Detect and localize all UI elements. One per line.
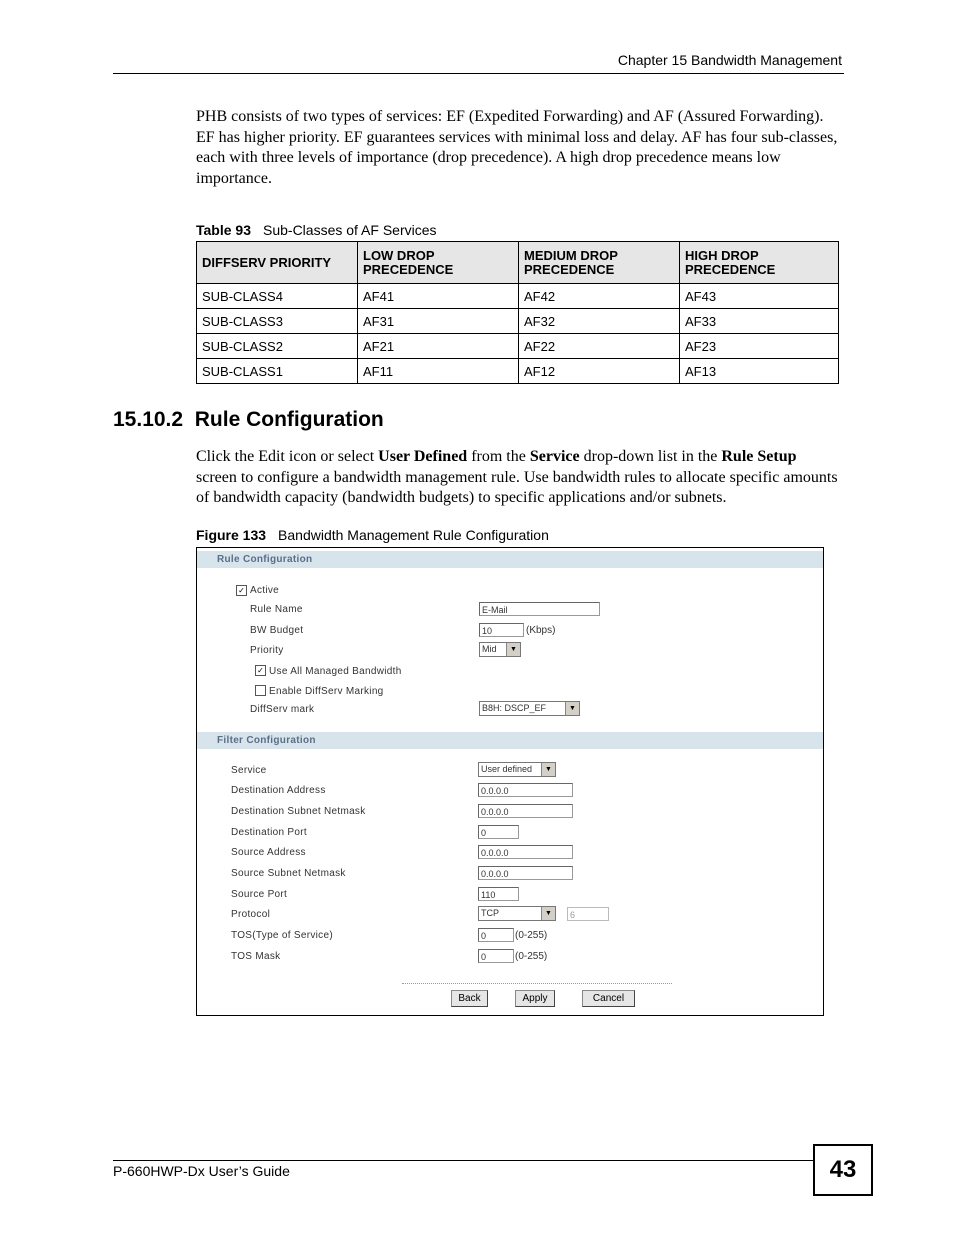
service-label: Service bbox=[231, 765, 267, 776]
priority-select[interactable] bbox=[479, 642, 521, 657]
chapter-header: Chapter 15 Bandwidth Management bbox=[617, 52, 842, 68]
source-netmask-label: Source Subnet Netmask bbox=[231, 868, 346, 879]
table-row bbox=[197, 359, 839, 384]
source-netmask-input[interactable]: 0.0.0.0 bbox=[478, 866, 573, 880]
table-cell: AF42 bbox=[519, 284, 680, 309]
apply-button[interactable]: Apply bbox=[515, 990, 555, 1007]
rule-configuration-screenshot bbox=[196, 547, 824, 1016]
table-header-cell: HIGH DROP PRECEDENCE bbox=[680, 242, 839, 284]
table-header-row bbox=[197, 242, 839, 284]
tos-range: (0-255) bbox=[515, 930, 548, 941]
button-separator bbox=[402, 983, 672, 984]
table-cell: AF31 bbox=[358, 309, 519, 334]
guide-title: P-660HWP-Dx User’s Guide bbox=[113, 1163, 290, 1179]
destination-port-label: Destination Port bbox=[231, 827, 307, 838]
source-port-label: Source Port bbox=[231, 889, 288, 900]
rule-config-heading-bar bbox=[197, 551, 823, 568]
chevron-down-icon[interactable]: ▼ bbox=[506, 643, 520, 656]
table-cell: AF12 bbox=[519, 359, 680, 384]
protocol-select[interactable] bbox=[478, 906, 556, 921]
table-cell: AF43 bbox=[680, 284, 839, 309]
page-number: 43 bbox=[813, 1144, 873, 1196]
diffserv-mark-label: DiffServ mark bbox=[250, 704, 315, 715]
table-cell: AF32 bbox=[519, 309, 680, 334]
figure-caption bbox=[196, 527, 549, 543]
section-heading bbox=[113, 408, 384, 432]
source-port-input[interactable]: 110 bbox=[478, 887, 519, 901]
rule-name-input[interactable]: E-Mail bbox=[479, 602, 600, 616]
tos-mask-range: (0-255) bbox=[515, 951, 548, 962]
table-cell: SUB-CLASS1 bbox=[197, 359, 358, 384]
filter-config-heading: Filter Configuration bbox=[217, 735, 316, 746]
section-title: Rule Configuration bbox=[194, 408, 384, 431]
use-all-bandwidth-checkbox[interactable]: ✓ bbox=[255, 665, 266, 676]
figure-label: Figure 133 bbox=[196, 527, 267, 543]
table-cell: AF11 bbox=[358, 359, 519, 384]
table-row bbox=[197, 334, 839, 359]
service-value: User defined bbox=[481, 764, 533, 774]
paragraph-bold: User Defined bbox=[378, 448, 468, 465]
destination-port-input[interactable]: 0 bbox=[478, 825, 519, 839]
chevron-down-icon[interactable]: ▼ bbox=[541, 907, 555, 920]
back-button[interactable]: Back bbox=[451, 990, 488, 1007]
destination-netmask-input[interactable]: 0.0.0.0 bbox=[478, 804, 573, 818]
diffserv-mark-select[interactable] bbox=[479, 701, 580, 716]
footer-divider bbox=[113, 1160, 813, 1161]
table-cell: SUB-CLASS3 bbox=[197, 309, 358, 334]
table-cell: AF23 bbox=[680, 334, 839, 359]
tos-input[interactable]: 0 bbox=[478, 928, 514, 942]
enable-diffserv-label: Enable DiffServ Marking bbox=[269, 686, 384, 697]
figure-title: Bandwidth Management Rule Configuration bbox=[278, 527, 549, 543]
chevron-down-icon[interactable]: ▼ bbox=[565, 702, 579, 715]
tos-mask-label: TOS Mask bbox=[231, 951, 281, 962]
rule-config-heading: Rule Configuration bbox=[217, 554, 313, 565]
header-divider bbox=[113, 73, 844, 74]
tos-label: TOS(Type of Service) bbox=[231, 930, 333, 941]
table-cell: AF41 bbox=[358, 284, 519, 309]
priority-value: Mid bbox=[482, 644, 497, 654]
table-cell: AF13 bbox=[680, 359, 839, 384]
table-title: Sub-Classes of AF Services bbox=[263, 222, 437, 238]
priority-label: Priority bbox=[250, 645, 284, 656]
tos-mask-input[interactable]: 0 bbox=[478, 949, 514, 963]
protocol-number-input[interactable]: 6 bbox=[567, 907, 609, 921]
paragraph-bold: Service bbox=[529, 448, 580, 465]
paragraph-text: Click the Edit icon or select bbox=[196, 448, 379, 465]
af-subclass-table bbox=[196, 241, 839, 384]
bw-budget-label: BW Budget bbox=[250, 625, 304, 636]
diffserv-mark-value: B8H: DSCP_EF bbox=[482, 703, 547, 713]
table-cell: AF33 bbox=[680, 309, 839, 334]
paragraph-text: from the bbox=[467, 448, 530, 465]
table-cell: SUB-CLASS4 bbox=[197, 284, 358, 309]
bw-budget-unit: (Kbps) bbox=[526, 625, 556, 636]
bw-budget-input[interactable]: 10 bbox=[479, 623, 524, 637]
paragraph-text: drop-down list in the bbox=[579, 448, 722, 465]
section-number: 15.10.2 bbox=[113, 408, 184, 431]
active-checkbox[interactable]: ✓ bbox=[236, 585, 247, 596]
paragraph-text: screen to configure a bandwidth management rule. Use bandwidth rules to allocate specific amounts of bandwidth capacity (bandwidth budgets) to specific applications and/or subnets. bbox=[196, 468, 838, 506]
table-header-cell: LOW DROP PRECEDENCE bbox=[358, 242, 519, 284]
table-caption bbox=[196, 222, 437, 238]
table-label: Table 93 bbox=[196, 222, 251, 238]
active-label: Active bbox=[250, 585, 280, 596]
rule-name-label: Rule Name bbox=[250, 604, 303, 615]
source-address-label: Source Address bbox=[231, 847, 306, 858]
table-cell: AF22 bbox=[519, 334, 680, 359]
table-row bbox=[197, 309, 839, 334]
chevron-down-icon[interactable]: ▼ bbox=[541, 763, 555, 776]
destination-netmask-label: Destination Subnet Netmask bbox=[231, 806, 366, 817]
section-paragraph bbox=[196, 447, 841, 509]
intro-paragraph: PHB consists of two types of services: EF (Expedited Forwarding) and AF (Assured Forwarding). EF has higher priority. EF guarantees services with minimal loss and delay. AF has four sub-classes, each with three levels of importance (drop precedence). A high drop precedence means low importance. bbox=[196, 108, 838, 187]
use-all-bandwidth-label: Use All Managed Bandwidth bbox=[269, 666, 402, 677]
table-cell: SUB-CLASS2 bbox=[197, 334, 358, 359]
table-cell: AF21 bbox=[358, 334, 519, 359]
destination-address-label: Destination Address bbox=[231, 785, 326, 796]
enable-diffserv-checkbox[interactable] bbox=[255, 685, 266, 696]
cancel-button[interactable]: Cancel bbox=[582, 990, 635, 1007]
table-header-cell: MEDIUM DROP PRECEDENCE bbox=[519, 242, 680, 284]
filter-config-heading-bar bbox=[197, 732, 823, 749]
service-select[interactable] bbox=[478, 762, 556, 777]
table-row bbox=[197, 284, 839, 309]
table-header-cell: DIFFSERV PRIORITY bbox=[197, 242, 358, 284]
protocol-label: Protocol bbox=[231, 909, 271, 920]
protocol-value: TCP bbox=[481, 908, 499, 918]
paragraph-bold: Rule Setup bbox=[721, 448, 797, 465]
source-address-input[interactable]: 0.0.0.0 bbox=[478, 845, 573, 859]
destination-address-input[interactable]: 0.0.0.0 bbox=[478, 783, 573, 797]
